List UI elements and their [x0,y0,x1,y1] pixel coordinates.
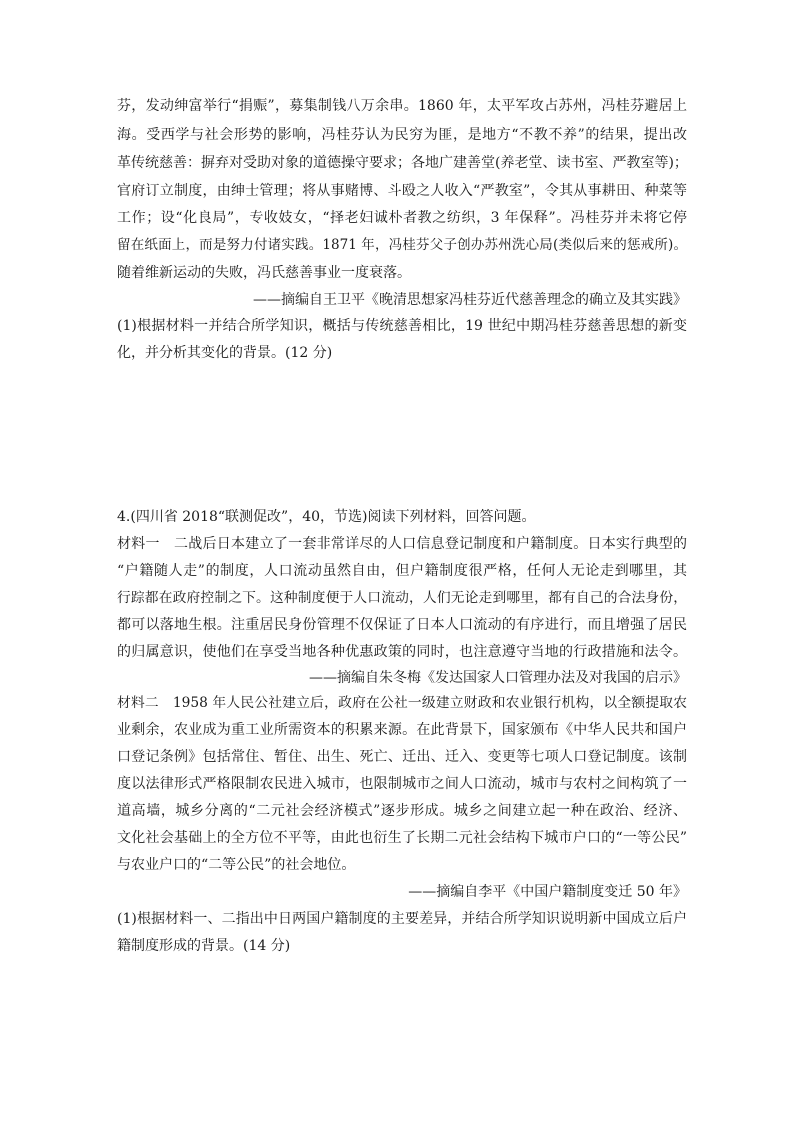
question-line: (1)根据材料一、二指出中日两国户籍制度的主要差异，并结合所学知识说明新中国成立后户 [117,911,687,927]
question-header: 4.(四川省 2018“联测促改”，40，节选)阅读下列材料，回答问题。 [117,509,536,525]
material-line: “户籍随人走”的制度，人口流动虽然自由，但户籍制度很严格，任何人无论走到哪里，其 [117,563,687,579]
material-line: 材料二 1958 年人民公社建立后，政府在公社一级建立财政和农业银行机构，以全额提取农 [117,695,687,711]
material-line: 都可以落地生根。注重居民身份管理不仅保证了日本人口流动的有序进行，而且增强了居民 [117,617,687,633]
passage-line: 官府订立制度，由绅士管理；将从事赌博、斗殴之人收入“严教室”，令其从事耕田、种菜等 [117,183,687,199]
question-line: (1)根据材料一并结合所学知识，概括与传统慈善相比，19 世纪中期冯桂芬慈善思想的新变 [117,318,687,334]
material-line: 口登记条例》包括常住、暂住、出生、死亡、迁出、迁入、变更等七项人口登记制度。该制 [117,749,687,765]
question-line: 籍制度形成的背景。(14 分) [117,938,291,954]
material-line: 材料一 二战后日本建立了一套非常详尽的人口信息登记制度和户籍制度。日本实行典型的 [117,536,687,552]
question-line: 化，并分析其变化的背景。(12 分) [117,345,333,361]
material-line: 道高墙，城乡分离的“二元社会经济模式”逐步形成。城乡之间建立起一种在政治、经济、 [117,803,687,819]
source-citation: ——摘编自王卫平《晚清思想家冯桂芬近代慈善理念的确立及其实践》 [253,292,687,308]
material-line: 的归属意识，使他们在享受当地各种优惠政策的同时，也注意遵守当地的行政措施和法令。 [117,644,687,660]
material-line: 度以法律形式严格限制农民进入城市，也限制城市之间人口流动，城市与农村之间构筑了一 [117,776,687,792]
passage-line: 革传统慈善：摒弃对受助对象的道德操守要求；各地广建善堂(养老堂、读书室、严教室等)； [117,155,688,171]
passage-line: 海。受西学与社会形势的影响，冯桂芬认为民穷为匪，是地方“不教不养”的结果，提出改 [117,127,687,143]
passage-line: 工作；设“化良局”，专收妓女，“择老妇诚朴者教之纺织，3 年保释”。冯桂芬并未将它停 [117,210,687,226]
passage-line: 随着维新运动的失败，冯氏慈善事业一度衰落。 [117,265,411,281]
passage-line: 芬，发动绅富举行“捐赈”，募集制钱八万余串。1860 年，太平军攻占苏州，冯桂芬避居上 [117,98,687,114]
source-citation: ——摘编自李平《中国户籍制度变迁 50 年》 [408,884,687,900]
material-line: 文化社会基础上的全方位不平等，由此也衍生了长期二元社会结构下城市户口的“一等公民” [117,830,687,846]
source-citation: ——摘编自朱冬梅《发达国家人口管理办法及对我国的启示》 [309,670,687,686]
material-line: 与农业户口的“二等公民”的社会地位。 [117,857,356,873]
material-line: 业剩余，农业成为重工业所需资本的积累来源。在此背景下，国家颁布《中华人民共和国户 [117,722,687,738]
passage-line: 留在纸面上，而是努力付诸实践。1871 年，冯桂芬父子创办苏州洗心局(类似后来的惩戒所)。 [117,237,687,253]
material-line: 行踪都在政府控制之下。这种制度便于人口流动，人们无论走到哪里，都有自己的合法身份， [117,590,687,606]
